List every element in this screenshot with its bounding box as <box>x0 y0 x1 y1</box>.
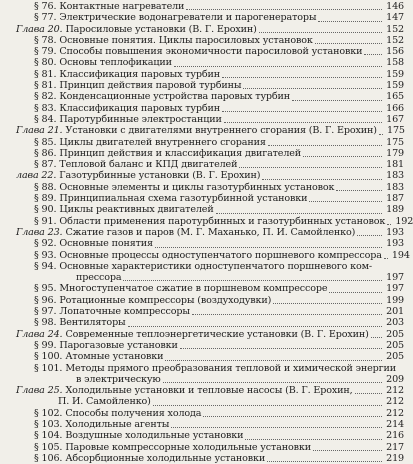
toc-section-row <box>16 363 404 374</box>
toc-chapter-row <box>16 329 404 340</box>
entry-title: прессора <box>76 272 122 284</box>
toc-continuation-row <box>16 374 404 385</box>
section-number: § 83. <box>34 102 57 114</box>
entry-title: Конденсационные устройства паровых турбин <box>59 91 291 103</box>
section-number: § 105. <box>34 441 63 453</box>
section-number: § 87. <box>34 159 57 171</box>
section-number: § 98. <box>34 317 57 329</box>
chapter-number: Глава 21. <box>16 125 63 137</box>
chapter-number: лава 22. <box>16 170 57 182</box>
page-number: 205 <box>386 339 404 351</box>
dot-leader <box>203 416 382 417</box>
entry-title: Принцип действия и классификация двигателей <box>59 147 302 159</box>
section-number: § 80. <box>34 57 57 69</box>
page-number: 181 <box>386 159 404 171</box>
entry-title: Циклы двигателей внутреннего сгорания <box>59 136 266 148</box>
entry-title: Основные элементы и циклы газотурбинных установок <box>59 181 335 193</box>
page-number: 165 <box>386 91 404 103</box>
page-number: 152 <box>386 34 404 46</box>
toc-section-row <box>16 193 404 204</box>
toc-chapter-row <box>16 125 404 136</box>
dot-leader <box>357 235 382 236</box>
section-number: § 96. <box>34 294 57 306</box>
section-number: § 82. <box>34 91 57 103</box>
section-number: § 84. <box>34 113 57 125</box>
section-number: § 100. <box>34 351 63 363</box>
page-number: 217 <box>386 441 404 453</box>
toc-section-row <box>16 57 404 68</box>
dot-leader <box>165 360 382 361</box>
toc-section-row <box>16 351 404 362</box>
entry-title: Абсорбционные холодильные установки <box>65 452 266 464</box>
dot-leader <box>379 134 383 135</box>
section-number: § 93. <box>34 249 57 261</box>
entry-title: Вентиляторы <box>59 317 126 329</box>
section-number: § 103. <box>34 418 63 430</box>
dot-leader <box>180 348 382 349</box>
entry-title: в электрическую <box>76 373 161 385</box>
dot-leader <box>222 111 382 112</box>
entry-title: Тепловой баланс и КПД двигателей <box>59 159 238 171</box>
toc-section-row <box>16 295 404 306</box>
toc-continuation-row <box>16 272 404 283</box>
toc-section-row <box>16 103 404 114</box>
page-number: 152 <box>386 23 404 35</box>
entry-title: Паротурбинные электростанции <box>59 113 222 125</box>
page-number: 199 <box>386 294 404 306</box>
toc-section-row <box>16 340 404 351</box>
toc-section-row <box>16 453 404 464</box>
page-number: 212 <box>386 385 404 397</box>
section-number: § 99. <box>34 339 57 351</box>
page-number: 175 <box>387 125 405 137</box>
dot-leader <box>336 190 382 191</box>
chapter-number: Глава 23. <box>16 226 63 238</box>
entry-title: Газотурбинные установки (В. Г. Ерохин) <box>59 170 261 182</box>
page-number: 147 <box>386 12 404 24</box>
entry-title: Основы теплофикации <box>59 57 172 69</box>
page-number: 187 <box>386 193 404 205</box>
chapter-number: Глава 24. <box>16 328 63 340</box>
toc-section-row <box>16 148 404 159</box>
entry-title: Принцип действия паровой турбины <box>59 80 242 92</box>
dot-leader <box>259 32 382 33</box>
entry-title: Методы прямого преобразования тепловой и химической энергии <box>65 362 396 374</box>
page-number: 212 <box>386 407 404 419</box>
toc-chapter-row <box>16 24 404 35</box>
page-number: 158 <box>386 57 404 69</box>
toc-section-row <box>16 114 404 125</box>
toc-section-row <box>16 91 404 102</box>
dot-leader <box>216 213 382 214</box>
entry-title: Ротационные компрессоры (воздуходувки) <box>59 294 272 306</box>
dot-leader <box>387 224 391 225</box>
page-number: 193 <box>386 226 404 238</box>
section-number: § 91. <box>34 215 57 227</box>
dot-leader <box>268 145 382 146</box>
entry-title: Лопаточные компрессоры <box>59 306 190 318</box>
dot-leader <box>245 439 382 440</box>
toc-section-row <box>16 306 404 317</box>
section-number: § 95. <box>34 283 57 295</box>
entry-title: Паросиловые установки (В. Г. Ерохин) <box>65 23 257 35</box>
page-number: 167 <box>386 113 404 125</box>
entry-title: П. И. Самойленко) <box>58 396 151 408</box>
page-number: 159 <box>386 80 404 92</box>
page-number: 197 <box>386 272 404 284</box>
entry-title: Основные характеристики одноступенчатого поршневого ком- <box>59 260 372 272</box>
section-number: § 101. <box>34 362 63 374</box>
dot-leader <box>243 88 382 89</box>
section-number: § 90. <box>34 204 57 216</box>
page-number: 183 <box>386 181 404 193</box>
entry-title: Области применения паротурбинных и газотурбинных установок <box>59 215 386 227</box>
toc-section-row <box>16 46 404 57</box>
section-number: § 77. <box>34 12 57 24</box>
section-number: § 76. <box>34 1 57 12</box>
page-number: 156 <box>386 46 404 58</box>
entry-title: Контактные нагреватели <box>59 1 185 12</box>
dot-leader <box>192 314 382 315</box>
section-number: § 97. <box>34 306 57 318</box>
dot-leader <box>371 337 382 338</box>
page-number: 183 <box>386 170 404 182</box>
entry-title: Парогазовые установки <box>59 339 178 351</box>
toc-section-row <box>16 204 404 215</box>
dot-leader <box>309 201 382 202</box>
toc-chapter-row <box>16 170 404 181</box>
page-number: 146 <box>386 1 404 12</box>
entry-title: Принципиальная схема газотурбинной установки <box>59 193 308 205</box>
page-number: 189 <box>386 204 404 216</box>
dot-leader <box>303 156 382 157</box>
entry-title: Воздушные холодильные установки <box>65 430 244 442</box>
chapter-number: Глава 20. <box>16 23 63 35</box>
dot-leader <box>174 66 382 67</box>
page-number: 175 <box>386 136 404 148</box>
page-number: 192 <box>395 215 413 227</box>
entry-title: Холодильные агенты <box>65 418 170 430</box>
entry-title: Паровые компрессорные холодильные установки <box>65 441 311 453</box>
entry-title: Сжатие газов и паров (М. Г. Маханько, П. И. Самойленко) <box>65 226 356 238</box>
section-number: § 86. <box>34 147 57 159</box>
toc-section-row <box>16 283 404 294</box>
page-number: 209 <box>386 373 404 385</box>
dot-leader <box>329 292 382 293</box>
toc-section-row <box>16 419 404 430</box>
toc-section-row <box>16 12 404 23</box>
dot-leader <box>222 77 382 78</box>
dot-leader <box>186 9 382 10</box>
toc-section-row <box>16 430 404 441</box>
page-number: 179 <box>386 147 404 159</box>
toc-section-row <box>16 317 404 328</box>
page-number: 214 <box>386 418 404 430</box>
toc-section-row <box>16 215 413 227</box>
page-number: 212 <box>386 396 404 408</box>
section-number: § 81. <box>34 80 57 92</box>
toc-chapter-row <box>16 385 404 396</box>
toc-section-row <box>16 249 410 261</box>
page-number: 193 <box>386 238 404 250</box>
page-number: 205 <box>386 328 404 340</box>
page-number: 201 <box>386 306 404 318</box>
section-number: § 89. <box>34 193 57 205</box>
entry-title: Классификация паровых турбин <box>59 102 221 114</box>
toc-chapter-row <box>16 227 404 238</box>
page-number: 166 <box>386 102 404 114</box>
toc-section-row <box>16 69 404 80</box>
dot-leader <box>123 280 382 281</box>
entry-title: Холодильные установки и тепловые насосы (В. Г. Ерохин, <box>65 385 353 397</box>
toc-section-row <box>16 261 404 272</box>
entry-title: Многоступенчатое сжатие в поршневом компрессоре <box>59 283 328 295</box>
entry-title: Атомные установки <box>65 351 164 363</box>
entry-title: Основные процессы одноступенчатого поршневого компрессора <box>59 249 382 261</box>
section-number: § 85. <box>34 136 57 148</box>
entry-title: Циклы реактивных двигателей <box>59 204 214 216</box>
section-number: § 94. <box>34 260 57 272</box>
toc-continuation-row <box>16 396 404 407</box>
page-number: 159 <box>386 68 404 80</box>
entry-title: Установки с двигателями внутреннего сгорания (В. Г. Ерохин) <box>65 125 377 137</box>
dot-leader <box>273 303 382 304</box>
chapter-number: Глава 25. <box>16 385 63 397</box>
entry-title: Способы повышения экономичности паросиловой установки <box>59 46 363 58</box>
entry-title: Классификация паровых турбин <box>59 68 221 80</box>
dot-leader <box>292 100 382 101</box>
toc-section-row <box>16 238 404 249</box>
dot-leader <box>153 405 382 406</box>
dot-leader <box>262 179 382 180</box>
section-number: § 88. <box>34 181 57 193</box>
toc-section-row <box>16 159 404 170</box>
table-of-contents <box>16 1 413 464</box>
page-number: 216 <box>386 430 404 442</box>
page-number: 194 <box>391 249 410 261</box>
entry-title: Основные понятия. Циклы паросиловых установок <box>59 34 313 46</box>
entry-title: Современные теплоэнергетические установки (В. Г. Ерохин) <box>65 328 369 340</box>
section-number: § 81. <box>34 68 57 80</box>
entry-title: Электрические водонагреватели и парогенераторы <box>59 12 317 24</box>
page-number: 197 <box>386 283 404 295</box>
section-number: § 92. <box>34 238 57 250</box>
entry-title: Основные понятия <box>59 238 153 250</box>
toc-section-row <box>16 182 404 193</box>
section-number: § 78. <box>34 34 57 46</box>
dot-leader <box>128 326 382 327</box>
dot-leader <box>224 122 382 123</box>
dot-leader <box>313 450 382 451</box>
dot-leader <box>155 247 382 248</box>
dot-leader <box>318 21 382 22</box>
dot-leader <box>171 427 382 428</box>
dot-leader <box>355 393 382 394</box>
section-number: § 104. <box>34 430 63 442</box>
dot-leader <box>384 258 388 259</box>
page-number: 219 <box>386 452 404 464</box>
section-number: § 79. <box>34 46 57 58</box>
page-number: 203 <box>386 317 404 329</box>
toc-section-row <box>16 442 404 453</box>
section-number: § 102. <box>34 407 63 419</box>
dot-leader <box>267 461 382 462</box>
toc-section-row <box>16 408 404 419</box>
entry-title: Способы получения холода <box>65 407 202 419</box>
toc-section-row <box>16 80 404 91</box>
toc-section-row <box>16 137 404 148</box>
toc-section-row <box>16 35 404 46</box>
section-number: § 106. <box>34 452 63 464</box>
page-number: 205 <box>386 351 404 363</box>
toc-section-row <box>16 1 404 12</box>
dot-leader <box>239 167 382 168</box>
dot-leader <box>315 43 382 44</box>
dot-leader <box>163 382 382 383</box>
dot-leader <box>364 54 382 55</box>
